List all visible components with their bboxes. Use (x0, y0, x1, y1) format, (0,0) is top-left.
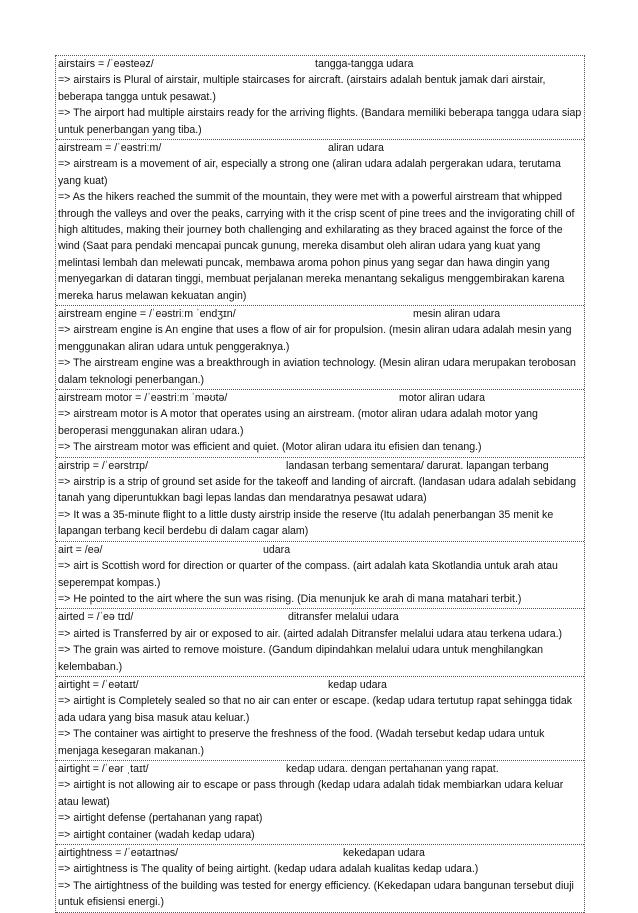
entry-example-line: => The airport had multiple airstairs ready for the arriving flights. (Bandara memiliki beberapa tangga udara siap untuk penerbangan yang tiba.) (58, 107, 582, 136)
entry-example-line: => He pointed to the airt where the sun was rising. (Dia menunjuk ke arah di mana matahari terbit.) (58, 592, 522, 605)
glossary-entry (56, 542, 584, 610)
entry-example-line: => The airtightness of the building was tested for energy efficiency. (Kekedapan udara bangunan tersebut diuji untuk efisiensi energi.) (58, 879, 574, 909)
glossary-entry (56, 458, 584, 542)
entry-term: airstream engine = /ˈeəstriːm ˈendʒɪn/ (58, 308, 236, 321)
glossary-entry (56, 140, 584, 306)
entry-translation: kekedapan udara (343, 846, 425, 859)
entry-translation: landasan terbang sementara/ darurat. lapangan terbang (286, 459, 549, 472)
entry-translation: tangga-tangga udara (315, 58, 414, 70)
entry-term: airtight = /ˈeətaɪt/ (58, 678, 139, 691)
entry-example-line: => airstream engine is An engine that uses a flow of air for propulsion. (mesin aliran udara adalah mesin yang menggunakan aliran udara untuk penggeraknya.) (58, 324, 572, 353)
entry-example-line: => airted is Transferred by air or exposed to air. (airted adalah Ditransfer melalui udara atau terkena udara.) (58, 627, 563, 640)
entry-term: airstream = /ˈeəstriːm/ (58, 142, 162, 155)
entry-example-line: => The airstream engine was a breakthrough in aviation technology. (Mesin aliran udara merupakan terobosan dalam teknologi penerbangan.) (58, 357, 576, 386)
entry-translation: kedap udara (328, 678, 387, 691)
entry-example-line: => As the hikers reached the summit of the mountain, they were met with a powerful airstream that whipped through the valleys and over the peaks, carrying with it the crisp scent of pine trees and the invigorating chill of high altitudes, making their journey both challenging and exhilarating as they braced against the force of the wind (Saat para pendaki mencapai puncak gunung, mereka disambut oleh aliran udara yang kuat yang melintasi lembah dan melewati puncak, membawa aroma pohon pinus yang segar dan hawa dingin yang menyegarkan di dataran tinggi, membuat perjalanan mereka menantang sekaligus menggembirakan karena mereka harus melawan kekuatan angin) (58, 191, 575, 302)
entry-example-line: => The airstream motor was efficient and quiet. (Motor aliran udara itu efisien dan tenang.) (58, 441, 482, 454)
entry-term: airstream motor = /ˈeəstriːm ˈməʊtə/ (58, 392, 228, 405)
entry-example-line: => airtight container (wadah kedap udara) (58, 828, 255, 841)
entry-example-line: => airtight defense (pertahanan yang rapat) (58, 812, 263, 825)
entry-example-line: => airstrip is a strip of ground set aside for the takeoff and landing of aircraft. (landasan udara adalah sebidang tanah yang diperuntukkan bagi lepas landas dan mendaratnya pesawat udara) (58, 476, 577, 505)
glossary-table (55, 55, 585, 913)
entry-example-line: => airstairs is Plural of airstair, multiple staircases for aircraft. (airstairs adalah bentuk jamak dari airstair, beberapa tangga untuk pesawat.) (58, 74, 546, 103)
entry-term: airtight = /ˈeər ˌtaɪt/ (58, 762, 149, 775)
entry-example-line: => The grain was airted to remove moisture. (Gandum dipindahkan melalui udara untuk menghilangkan kelembaban.) (58, 644, 544, 673)
entry-example-line: => The container was airtight to preserve the freshness of the food. (Wadah tersebut kedap udara untuk menjaga kesegaran makanan.) (58, 728, 545, 757)
entry-term: airt = /eə/ (58, 543, 103, 556)
entry-header (58, 458, 583, 474)
entry-header (58, 390, 583, 406)
glossary-entry (56, 677, 584, 761)
entry-translation: mesin aliran udara (413, 308, 501, 321)
entry-example-line: => airstream is a movement of air, especially a strong one (aliran udara adalah pergerakan udara, terutama yang kuat) (58, 158, 561, 187)
entry-header (58, 609, 583, 625)
glossary-entry (56, 609, 584, 677)
entry-header (58, 56, 583, 72)
entry-term: airstrip = /ˈeərstrɪp/ (58, 459, 149, 472)
entry-example-line: => airtight is not allowing air to escape or pass through (kedap udara adalah tidak membiarkan udara keluar atau lewat) (58, 779, 564, 808)
entry-term: airtightness = /ˈeətaɪtnəs/ (58, 846, 179, 859)
entry-example-line: => airtightness is The quality of being airtight. (kedap udara adalah kualitas kedap udara.) (58, 863, 479, 876)
entry-header (58, 677, 583, 693)
entry-example-line: => airt is Scottish word for direction or quarter of the compass. (airt adalah kata Skotlandia untuk arah atau seperempat kompas.) (58, 560, 558, 589)
entry-translation: aliran udara (328, 142, 384, 155)
entry-example-line: => airtight is Completely sealed so that no air can enter or escape. (kedap udara tertutup rapat sehingga tidak ada udara yang bisa masuk atau keluar.) (58, 695, 573, 724)
entry-header (58, 761, 583, 777)
glossary-entry (56, 761, 584, 845)
entry-header (58, 542, 583, 558)
entry-translation: udara (263, 543, 291, 556)
glossary-entry (56, 306, 584, 390)
entry-example-line: => airstream motor is A motor that operates using an airstream. (motor aliran udara adalah motor yang beroperasi menggunakan aliran udara.) (58, 408, 538, 437)
entry-term: airted = /ˈeə tɪd/ (58, 611, 134, 624)
entry-header (58, 845, 583, 861)
entry-example-line: => It was a 35-minute flight to a little dusty airstrip inside the reserve (Itu adalah penerbangan 35 menit ke lapangan terbang kecil berdebu di dalam cagar alam) (58, 508, 554, 538)
glossary-entry (56, 845, 584, 913)
entry-translation: ditransfer melalui udara (288, 611, 399, 624)
entry-translation: motor aliran udara (399, 392, 485, 405)
entry-term: airstairs = /ˈeəsteəz/ (58, 58, 154, 70)
glossary-entry (56, 56, 584, 140)
entry-translation: kedap udara. dengan pertahanan yang rapat. (286, 762, 499, 775)
glossary-entry (56, 390, 584, 458)
entry-header (58, 140, 583, 156)
entry-header (58, 306, 583, 322)
